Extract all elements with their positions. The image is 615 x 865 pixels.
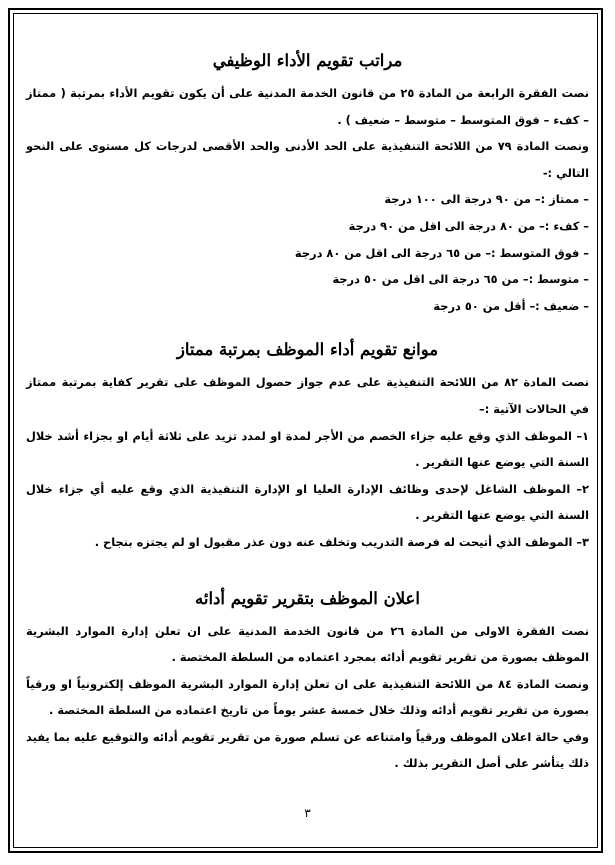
list-item: ١– الموظف الذي وقع عليه جزاء الخصم من الأجر لمدة او لمدد تزيد على ثلاثة أيام او بجزاء أشد خلال السنة التي يوضع عنها التقرير . <box>26 428 589 470</box>
section-title: موانع تقويم أداء الموظف بمرتبة ممتاز <box>176 340 439 360</box>
list-item: ٢– الموظف الشاغل لإحدى وظائف الإدارة العليا او الإدارة التنفيذية الذي وقع عليه أي جزاء خلال السنة التي يوضع عنها التقرير . <box>26 481 589 523</box>
page-content <box>26 48 589 777</box>
paragraph: نصت المادة ٨٢ من اللائحة التنفيذية على عدم جواز حصول الموظف على تقرير كفاية بمرتبة ممتاز في الحالات الآتية :– <box>26 375 590 416</box>
paragraph: نصت الفقرة الرابعة من المادة ٢٥ من قانون الخدمة المدنية على أن يكون تقويم الأداء بمرتبة ( ممتاز – كفء – فوق المتوسط – متوسط – ضعيف ) . <box>26 86 589 127</box>
section-title: مراتب تقويم الأداء الوظيفي <box>212 51 403 70</box>
list-item: – فوق المتوسط :– من ٦٥ درجة الى اقل من ٨٠ درجة <box>294 245 589 260</box>
section-performance-grades <box>26 48 589 319</box>
paragraph: نصت الفقرة الاولى من المادة ٢٦ من قانون الخدمة المدنية على ان تعلن إدارة الموارد البشرية الموظف بصورة من تقرير تقويم أدائه بمجرد اعتماده من السلطة المختصة . <box>26 623 589 665</box>
list-item: – ممتاز :– من ٩٠ درجة الى ١٠٠ درجة <box>384 192 589 207</box>
list-item: – كفء :– من ٨٠ درجة الى اقل من ٩٠ درجة <box>348 218 589 233</box>
section-excellent-grade-restrictions <box>26 337 589 555</box>
section-title: اعلان الموظف بتقرير تقويم أدائه <box>195 588 420 608</box>
section-report-notification <box>26 586 589 778</box>
paragraph: وفي حالة اعلان الموظف ورقياً وامتناعه عن تسلم صورة من تقرير تقويم أدائه والتوقيع عليه بما يفيد ذلك يتأشر على أصل التقرير بذلك . <box>26 729 589 771</box>
list-item: ٣– الموظف الذي أتيحت له فرصة التدريب وتخلف عنه دون عذر مقبول او لم يجتزه بنجاح . <box>94 534 589 549</box>
list-item: – متوسط :– من ٦٥ درجة الى اقل من ٥٠ درجة <box>332 272 589 287</box>
paragraph: ونصت المادة ٨٤ من اللائحة التنفيذية على ان تعلن إدارة الموارد البشرية الموظف إلكترونياً او ورقياً بصورة من تقرير تقويم أدائه وذلك خلال خمسة عشر يوماً من تاريخ اعتماده من السلطة المختصة . <box>26 676 589 718</box>
list-item: – ضعيف :– أقل من ٥٠ درجة <box>433 298 589 313</box>
paragraph: ونصت المادة ٧٩ من اللائحة التنفيذية على الحد الأدنى والحد الأقصى لدرجات كل مستوى على النحو التالي :- <box>26 139 589 180</box>
page-number: ٣ <box>304 806 311 820</box>
